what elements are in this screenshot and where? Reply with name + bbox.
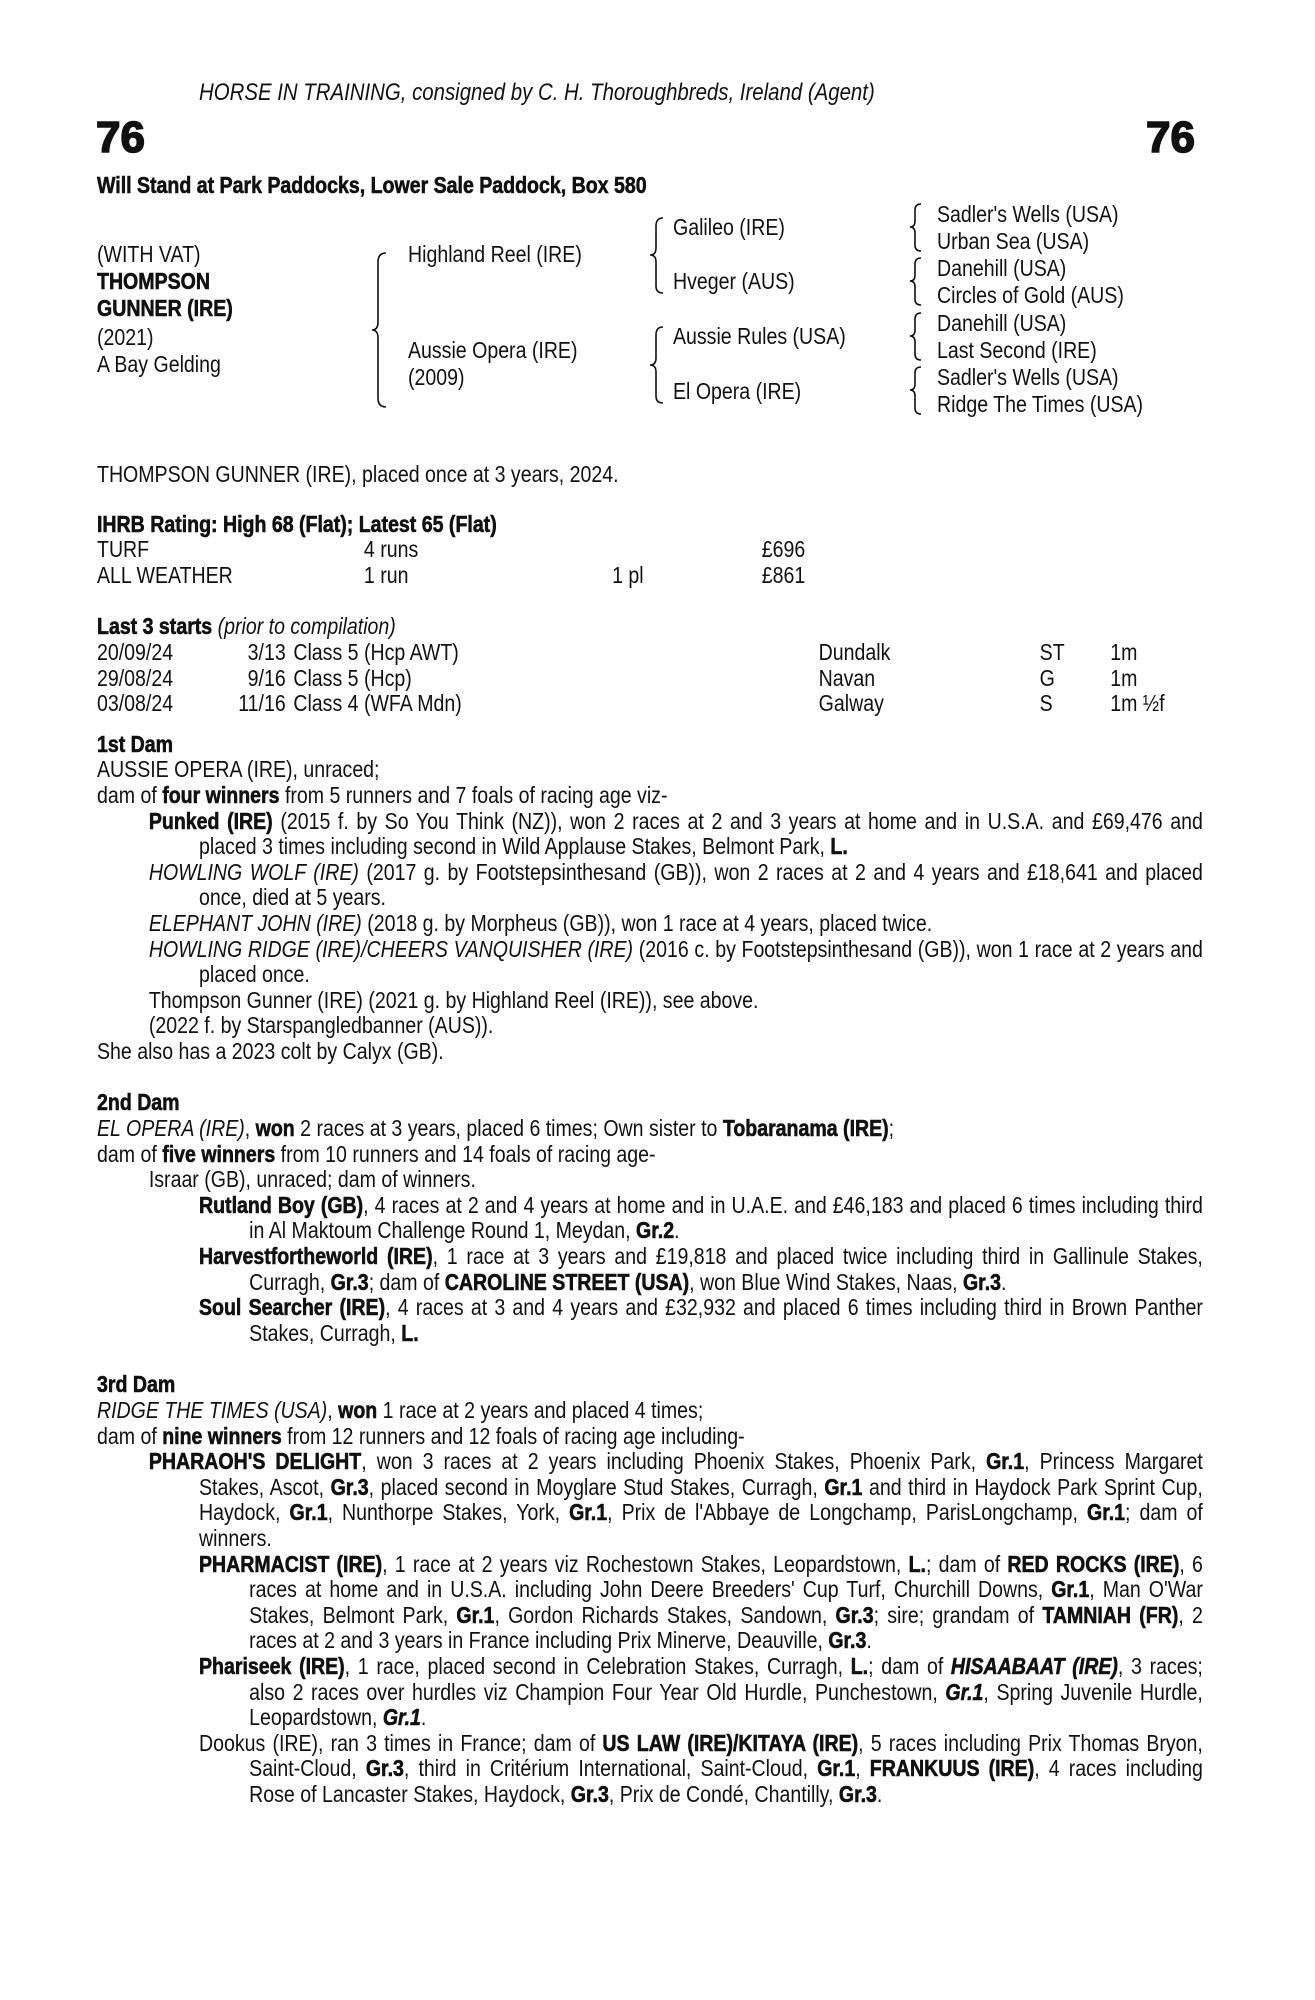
emphasis-text: Gr.1 [1051,1576,1090,1603]
entry-text: from 12 runners and 12 foals of racing age including- [281,1422,745,1449]
emphasis-text: L. [830,833,848,860]
emphasis-text: L. [908,1550,926,1577]
emphasis-text: Gr.3 [962,1268,1002,1295]
ggp-text: Sadler's Wells (USA) [937,201,1119,227]
ratings-surface: TURF [97,536,150,563]
produce-entry [97,1731,1203,1808]
brace-gp3 [910,313,921,360]
horse-name-text: THOMPSON [97,268,210,294]
ggp-text: Danehill (USA) [937,310,1067,336]
ratings-surface: ALL WEATHER [97,561,233,588]
grandparent-text: Galileo (IRE) [673,214,785,240]
emphasis-text: Gr.1 [824,1473,863,1500]
great-grandparent [937,391,1179,417]
start-course: Galway [818,690,884,717]
ratings-earnings: £861 [761,561,806,588]
entry-text: , [244,1115,256,1142]
section-title: 3rd Dam [97,1371,176,1398]
ggp-text: Ridge The Times (USA) [937,391,1144,417]
produce-entry [97,757,1203,783]
emphasis-text: five winners [162,1140,276,1167]
entry-text: ; dam of winners. [199,1499,1203,1551]
emphasis-text: Gr.3 [828,1627,867,1654]
sire [408,241,613,267]
entry-text: from 5 runners and 7 foals of racing age viz- [279,781,668,808]
entry-text: , 1 race, placed second in Celebration Stakes, Curragh, [344,1652,851,1679]
entry-text: , won 3 races at 2 years including Phoenix Stakes, Phoenix Park, [361,1448,987,1475]
start-date: 20/09/24 [97,638,174,665]
emphasis-text: Gr.1 [289,1499,328,1526]
race-summary: THOMPSON GUNNER (IRE), placed once at 3 years, 2024. [97,461,619,487]
emphasis-text: FRANKUUS (IRE) [869,1755,1035,1782]
entry-text: , Prix de l'Abbaye de Longchamp, ParisLongchamp, [607,1499,1087,1526]
dam [408,337,607,363]
last-starts-block [97,614,1203,716]
emphasis-text: Gr.1 [986,1448,1025,1475]
entry-text: 1 race at 2 years and placed 4 times; [377,1397,704,1423]
last-starts-note: (prior to compilation) [217,613,396,640]
description-text: A Bay Gelding [97,351,221,377]
entry-text: ; [888,1115,895,1142]
start-course: Navan [818,664,876,691]
sire-dam [673,268,816,294]
emphasis-text: Gr.1 [945,1678,984,1705]
produce-entry [97,860,1203,911]
start-position: 11/16 [238,690,286,717]
entry-text: , 1 race at 3 years and £19,818 and placed twice including third in Gallinule Stakes, Curragh, [249,1243,1203,1295]
grandparent-text: Aussie Rules (USA) [673,323,846,349]
great-grandparent [937,255,1089,281]
emphasis-text: Gr.1 [817,1755,856,1782]
produce-entry [97,1013,1203,1039]
lot-number-right: 76 [1146,113,1195,162]
emphasis-text: Tobaranama (IRE) [722,1115,889,1142]
ratings-row [97,563,1203,589]
entry-text: , Gordon Richards Stakes, Sandown, [494,1601,836,1628]
emphasis-text: won [255,1115,295,1142]
entry-text: (2015 f. by So You Think (NZ)), won 2 races at 2 and 3 years at home and in U.S.A. and £69,476 and placed 3 times including second in Wild Applause Stakes, Belmont Park, [199,807,1203,860]
grandparent-text: Hveger (AUS) [673,268,795,294]
emphasis-text: won [338,1397,378,1423]
produce-entry [97,911,1203,937]
ggp-text: Last Second (IRE) [937,337,1097,363]
emphasis-text: Gr.3 [570,1780,609,1807]
dam-section [97,1372,1203,1807]
produce-entry [97,1142,1203,1168]
emphasis-text: HISAABAAT (IRE) [950,1652,1118,1679]
entry-text: . [1001,1268,1007,1295]
sire-sire [673,214,805,240]
great-grandparent [937,310,1089,336]
ggp-text: Sadler's Wells (USA) [937,364,1119,390]
start-dist: 1m ½f [1110,690,1165,717]
entry-text: , 4 races including Rose of Lancaster Stakes, Haydock, [249,1755,1203,1807]
ggp-text: Danehill (USA) [937,255,1067,281]
entry-text: AUSSIE OPERA (IRE), unraced; [97,756,380,783]
last-starts-heading [97,614,1203,640]
entry-text: from 10 runners and 14 foals of racing age- [275,1140,656,1167]
great-grandparent [937,282,1157,308]
start-position: 9/16 [247,664,286,691]
lot-number-left: 76 [96,113,145,162]
start-position: 3/13 [247,638,286,665]
entry-text: (2016 c. by Footstepsinthesand (GB)), won 1 race at 2 years and placed once. [199,935,1203,988]
emphasis-text: ELEPHANT JOHN (IRE) [148,909,362,936]
great-grandparent [937,364,1151,390]
stand-text: Will Stand at Park Paddocks, Lower Sale Paddock, Box 580 [97,172,647,198]
entry-text: (2018 g. by Morpheus (GB)), won 1 race at 4 years, placed twice. [361,909,933,936]
great-grandparent [937,228,1116,254]
produce-entry [97,1552,1203,1654]
produce-entry [97,783,1203,809]
entry-text: 2 races at 3 years, placed 6 times; Own sister to [294,1115,723,1142]
horse-name-text: GUNNER (IRE) [97,295,233,321]
emphasis-text: Gr.3 [330,1268,369,1295]
vat-note [97,241,219,267]
start-row [97,691,1203,717]
great-grandparent [937,201,1151,227]
produce-entry [97,1398,1203,1424]
entry-text: , [855,1755,870,1782]
emphasis-text: Gr.3 [838,1780,877,1807]
emphasis-text: EL OPERA (IRE) [97,1115,245,1142]
brace-dam [650,327,663,403]
entry-text: . [420,1704,427,1731]
ratings-row [97,537,1203,563]
entry-text: , 4 races at 3 and 4 years and £32,932 and placed 6 times including third in Brown Panther Stakes, Curragh, [249,1294,1203,1346]
dam-section [97,732,1203,1065]
emphasis-text: RED ROCKS (IRE) [1007,1550,1180,1577]
produce-entry [97,1244,1203,1295]
consignor-text: HORSE IN TRAINING, consigned by C. H. Thoroughbreds, Ireland (Agent) [199,79,875,106]
brace-sire [650,218,663,293]
entry-text: ; dam of [868,1652,951,1679]
entry-text: , [327,1397,339,1423]
start-going: ST [1039,638,1065,665]
dam-text: Aussie Opera (IRE) [408,337,578,363]
ratings-block [97,512,1203,589]
start-dist: 1m [1110,664,1138,691]
entry-text: , 5 races including Prix Thomas Bryon, Saint-Cloud, [249,1729,1203,1782]
entry-text: and third in Haydock Park Sprint Cup, Haydock, [199,1473,1203,1526]
start-course: Dundalk [818,638,891,665]
emphasis-text: Gr.1 [456,1601,495,1628]
start-going: G [1039,664,1055,691]
entry-text: dam of [97,1140,163,1167]
emphasis-text: Gr.1 [1086,1499,1126,1526]
great-grandparent [937,337,1125,363]
entry-text: ; dam of [368,1268,445,1295]
vat-text: (WITH VAT) [97,241,201,267]
ratings-runs: 1 run [363,561,409,588]
entry-text: Dookus (IRE), ran 3 times in France; dam of [199,1729,603,1756]
produce-entry [97,988,1203,1014]
start-row [97,640,1203,666]
section-title: 1st Dam [97,730,174,757]
dam-year [408,364,474,390]
dam-section [97,1090,1203,1346]
brace-gp1 [910,204,921,251]
start-dist: 1m [1110,638,1138,665]
produce-entry [97,1116,1203,1142]
entry-text: . [866,1627,872,1654]
brace-gp2 [910,258,921,305]
entry-text: dam of [97,781,163,808]
horse-description [97,351,243,377]
emphasis-text: Gr.1 [382,1704,421,1731]
entry-text: (2022 f. by Starspangledbanner (AUS)). [148,1012,494,1039]
emphasis-text: Gr.3 [365,1755,404,1782]
entry-text: She also has a 2023 colt by Calyx (GB). [97,1037,444,1064]
produce-entry [97,1449,1203,1551]
emphasis-text: Punked (IRE) [148,807,273,834]
ratings-runs: 4 runs [363,536,419,563]
ratings-title: IHRB Rating: High 68 (Flat); Latest 65 (Flat) [97,510,497,537]
emphasis-text: Harvestfortheworld (IRE) [199,1243,433,1270]
emphasis-text: RIDGE THE TIMES (USA) [97,1397,328,1423]
emphasis-text: L. [401,1319,419,1346]
grandparent-text: El Opera (IRE) [673,378,802,404]
dam-sire [673,323,876,349]
ggp-text: Circles of Gold (AUS) [937,282,1124,308]
produce-entry [97,1424,1203,1450]
catalogue-body [97,462,1203,1808]
produce-entry [97,1295,1203,1346]
emphasis-text: nine winners [162,1422,282,1449]
emphasis-text: L. [850,1652,869,1679]
entry-text: Israar (GB), unraced; dam of winners. [148,1166,476,1193]
entry-text: , 3 races; also 2 races over hurdles viz Champion Four Year Old Hurdle, Punchestown, [249,1652,1203,1705]
entry-text: ; sire; grandam of [873,1601,1043,1628]
produce-entry [97,1167,1203,1193]
ratings-earnings: £696 [761,536,806,563]
emphasis-text: Gr.1 [569,1499,608,1526]
start-class: Class 4 (WFA Mdn) [293,690,462,717]
start-row [97,666,1203,692]
entry-text: ; dam of [925,1550,1008,1577]
emphasis-text: Gr.2 [636,1217,675,1244]
emphasis-text: PHARMACIST (IRE) [199,1550,383,1577]
start-class: Class 5 (Hcp AWT) [293,638,459,665]
start-going: S [1039,690,1053,717]
section-title: 2nd Dam [97,1089,180,1116]
entry-text: , Princess Margaret Stakes, Ascot, [199,1448,1203,1500]
entry-text: , 2 races at 2 and 3 years in France including Prix Minerve, Deauville, [249,1601,1203,1654]
emphasis-text: four winners [162,781,280,808]
emphasis-text: US LAW (IRE)/KITAYA (IRE) [602,1729,859,1756]
dam-dam [673,378,824,404]
produce-entry [97,937,1203,988]
entry-text: , 1 race at 2 years viz Rochestown Stakes, Leopardstown, [382,1550,909,1577]
entry-text: , Spring Juvenile Hurdle, Leopardstown, [249,1678,1203,1731]
entry-text: dam of [97,1422,163,1449]
emphasis-text: TAMNIAH (FR) [1042,1601,1179,1628]
entry-text: , placed second in Moyglare Stud Stakes, Curragh, [368,1473,825,1500]
emphasis-text: HOWLING WOLF (IRE) [148,858,359,885]
dam-year-text: (2009) [408,364,465,390]
emphasis-text: CAROLINE STREET (USA) [444,1268,690,1295]
emphasis-text: Rutland Boy (GB) [199,1191,364,1218]
emphasis-text: HOWLING RIDGE (IRE)/CHEERS VANQUISHER (IRE) [148,935,634,962]
entry-text: . [674,1217,680,1244]
emphasis-text: Soul Searcher (IRE) [199,1294,386,1321]
entry-text: , 4 races at 2 and 4 years at home and in U.A.E. and £46,183 and placed 6 times including third in Al Maktoum Challenge Round 1, Meydan, [249,1191,1203,1244]
entry-text: Thompson Gunner (IRE) (2021 g. by Highland Reel (IRE)), see above. [148,986,759,1013]
ratings-placed: 1 pl [612,561,644,588]
entry-text: , Man O'War Stakes, Belmont Park, [249,1576,1203,1628]
horse-name-line1 [97,268,230,294]
entry-text: , won Blue Wind Stakes, Naas, [689,1268,963,1295]
emphasis-text: Gr.3 [330,1473,369,1500]
produce-entry [97,1039,1203,1065]
emphasis-text: Gr.3 [835,1601,874,1628]
brace-gp4 [910,367,921,414]
ggp-text: Urban Sea (USA) [937,228,1090,254]
last-starts-title: Last 3 starts [97,613,213,640]
foaling-year [97,324,163,350]
entry-text: , Nunthorpe Stakes, York, [327,1499,570,1526]
emphasis-text: PHARAOH'S DELIGHT [148,1448,362,1475]
year-text: (2021) [97,324,154,350]
start-date: 29/08/24 [97,664,174,691]
entry-text: , Prix de Condé, Chantilly, [608,1780,839,1807]
sire-text: Highland Reel (IRE) [408,241,582,267]
horse-name-line2 [97,295,257,321]
entry-text: (2017 g. by Footstepsinthesand (GB)), won 2 races at 2 and 4 years and £18,641 and placed once, died at 5 years. [199,858,1203,911]
entry-text: , 6 races at home and in U.S.A. including John Deere Breeders' Cup Turf, Churchill Downs, [249,1550,1203,1603]
start-date: 03/08/24 [97,690,174,717]
emphasis-text: Phariseek (IRE) [199,1652,345,1679]
entry-text: , third in Critérium International, Saint-Cloud, [403,1755,818,1782]
brace-main [372,253,386,407]
produce-entry [97,1193,1203,1244]
start-class: Class 5 (Hcp) [293,664,412,691]
produce-entry [97,1654,1203,1731]
produce-entry [97,809,1203,860]
entry-text: . [876,1780,883,1807]
